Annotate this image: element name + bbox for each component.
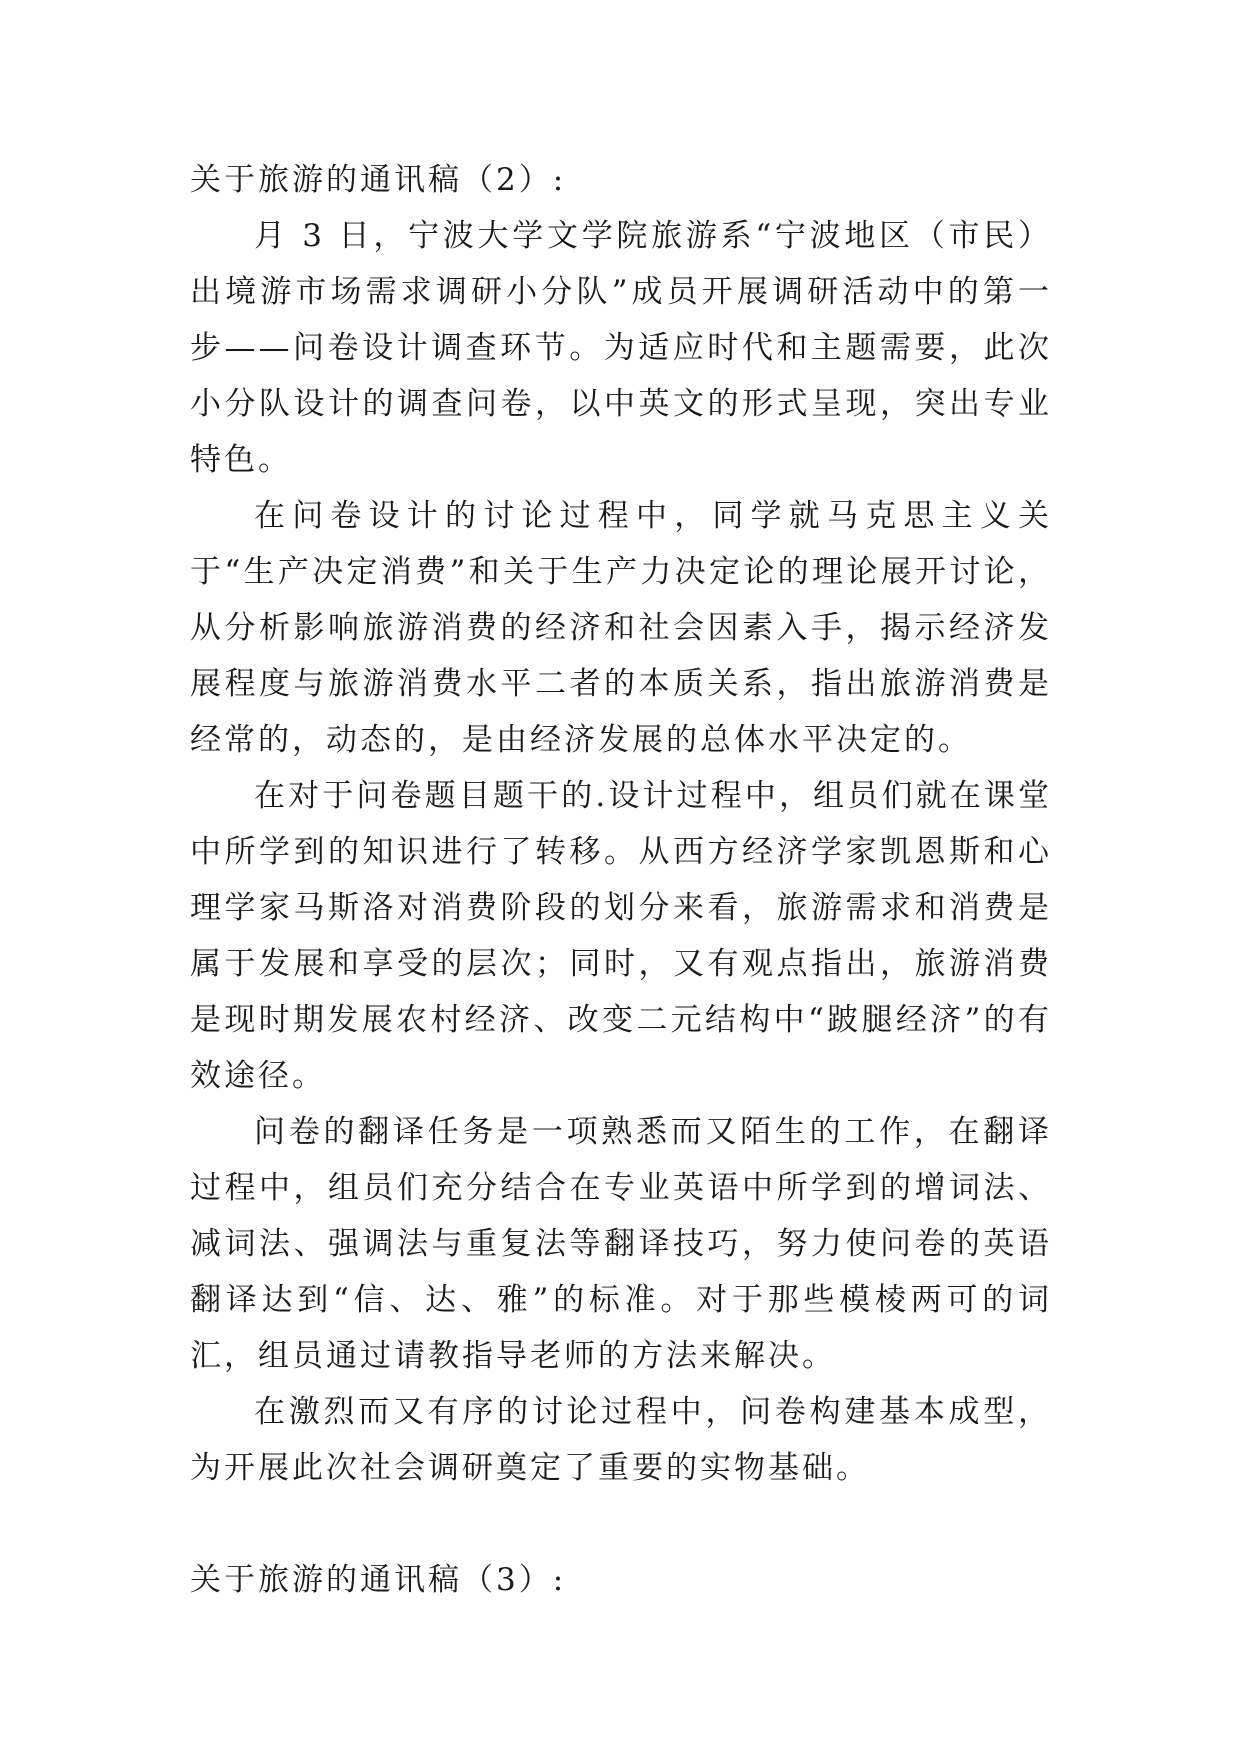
paragraph-4: 问卷的翻译任务是一项熟悉而又陌生的工作，在翻译过程中，组员们充分结合在专业英语中所学到的增词法、减词法、强调法与重复法等翻译技巧，努力使问卷的英语翻译达到“信、达、雅”的标准。对于那些模棱两可的词汇，组员通过请教指导老师的方法来解决。 [190,1114,1052,1374]
paragraph-5: 在激烈而又有序的讨论过程中，问卷构建基本成型，为开展此次社会调研奠定了重要的实物基础。 [190,1394,1052,1486]
paragraph-2: 在问卷设计的讨论过程中，同学就马克思主义关于“生产决定消费”和关于生产力决定论的理论展开讨论，从分析影响旅游消费的经济和社会因素入手，揭示经济发展程度与旅游消费水平二者的本质关系，指出旅游消费是经常的，动态的，是由经济发展的总体水平决定的。 [190,498,1052,758]
paragraph-1: 月 3 日，宁波大学文学院旅游系“宁波地区（市民）出境游市场需求调研小分队”成员开展调研活动中的第一步——问卷设计调查环节。为适应时代和主题需要，此次小分队设计的调查问卷，以中英文的形式呈现，突出专业特色。 [190,218,1052,478]
paragraph-3: 在对于问卷题目题干的.设计过程中，组员们就在课堂中所学到的知识进行了转移。从西方经济学家凯恩斯和心理学家马斯洛对消费阶段的划分来看，旅游需求和消费是属于发展和享受的层次；同时，又有观点指出，旅游消费是现时期发展农村经济、改变二元结构中“跛腿经济”的有效途径。 [190,778,1052,1094]
section-title-3: 关于旅游的通讯稿（3）: [190,1562,567,1598]
section-title-2: 关于旅游的通讯稿（2）: [190,162,567,198]
document-body [190,152,1052,1608]
